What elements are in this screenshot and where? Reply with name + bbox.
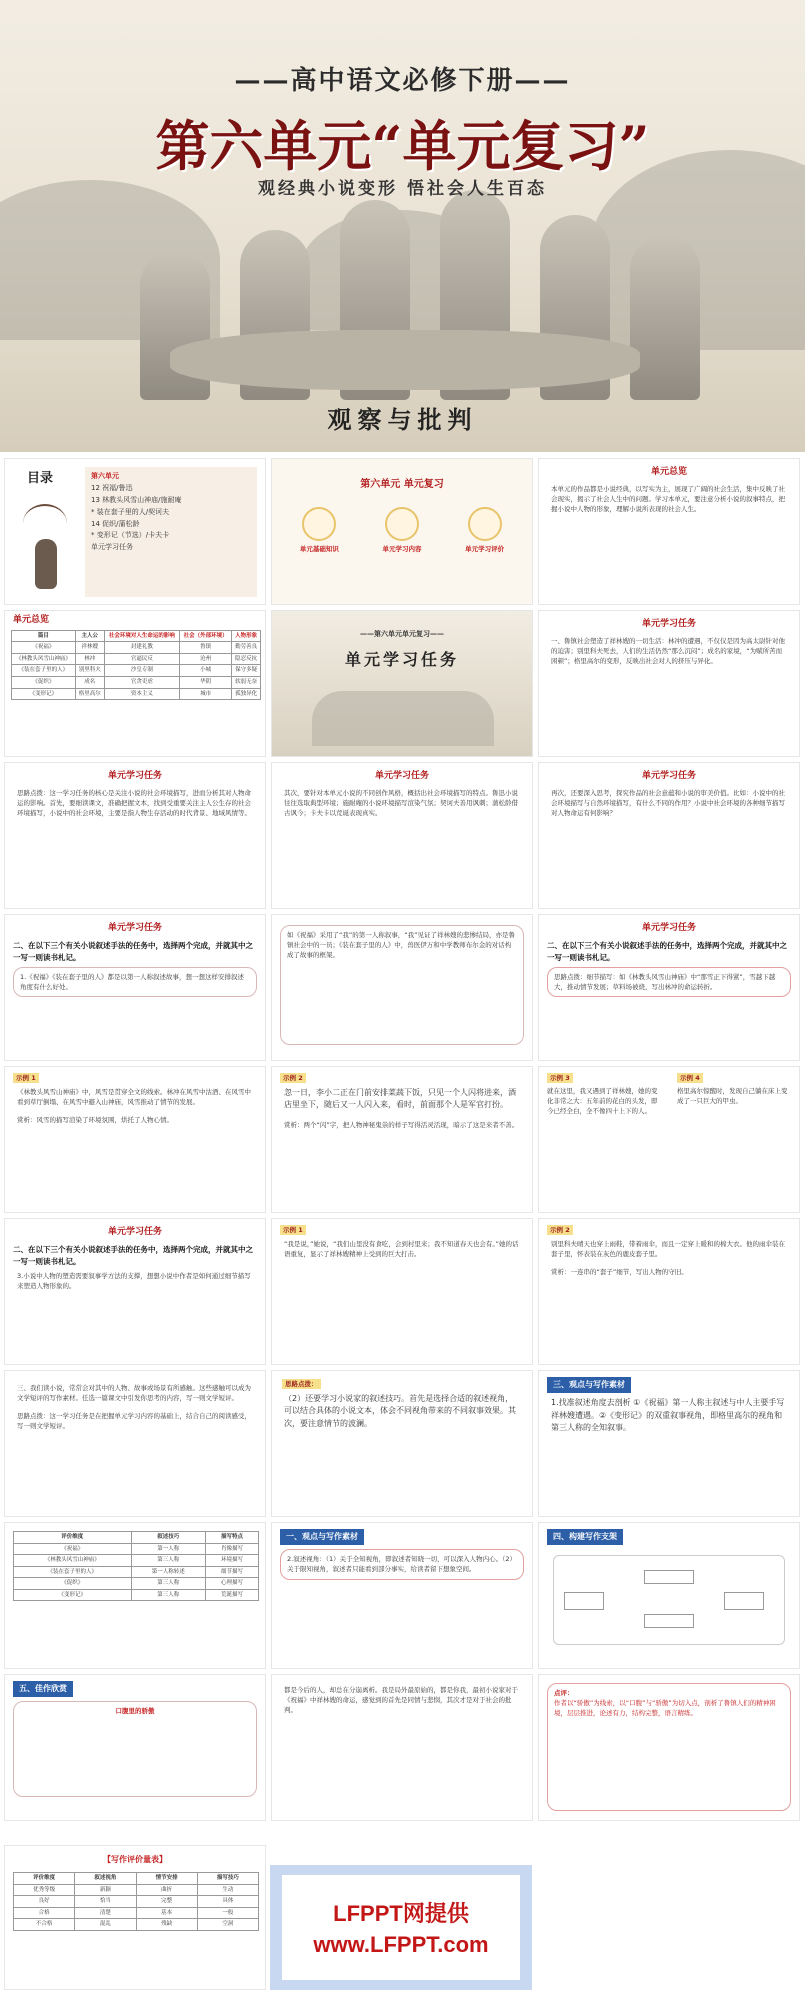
vase-icon: [35, 539, 57, 589]
rubric-table: [13, 1872, 259, 1931]
table-header: 情节安排: [136, 1873, 197, 1885]
rubric-title: 【写作评价量表】: [103, 1855, 167, 1864]
slide-example-detail-2[interactable]: [538, 1218, 800, 1365]
table-header-row: [14, 1873, 259, 1885]
table-cell: 第三人称: [131, 1589, 205, 1601]
diagram-node: [644, 1614, 694, 1628]
example-note: 赏析：一连串的“套子”细节，写出人物的守旧。: [551, 1268, 688, 1277]
table-row: [14, 1589, 259, 1601]
table-cell: 祥林嫂: [75, 642, 104, 654]
slide-rubric[interactable]: [4, 1845, 266, 1990]
scholars-illustration: [312, 691, 494, 746]
nav-button-content[interactable]: [382, 507, 421, 554]
example-tag: 示例 1: [13, 1073, 39, 1083]
table-cell: 《装在套子里的人》: [12, 665, 76, 677]
slide-body-text: 其次，要针对本单元小说的不同创作风格，概括出社会环境描写的特点。鲁迅小说往往选取典型环境；施耐庵的小说环境描写渲染气氛；契诃夫善用讽刺；蒲松龄借古讽今；卡夫卡以荒诞表现真实。: [284, 788, 518, 818]
stone-table: [170, 330, 640, 390]
task-question: 二、在以下三个有关小说叙述手法的任务中，选择两个完成，并就其中之一写一则读书札记。: [13, 940, 253, 962]
watermark-panel[interactable]: [270, 1865, 532, 1990]
scholar-figure: [630, 235, 700, 400]
diagram-node: [564, 1592, 604, 1610]
table-cell: 合格: [14, 1907, 75, 1919]
table-cell: 城市: [180, 688, 232, 700]
diagram-node: [724, 1592, 764, 1610]
slide-task-hint-3[interactable]: [538, 762, 800, 909]
slide-body-text: 思路点拨：这一学习任务的核心是关注小说的社会环境描写，进而分析其对人物命运的影响。首先，要细读课文，准确把握文本，找到受重要关注主人公生存的社会环境描写，小说中的社会环境，主要是指人物生存活动的时代背景、地域风情等。: [17, 788, 251, 818]
toc-sidebar: [5, 459, 83, 605]
slide-body-text: （2）还要学习小说家的叙述技巧。首先是选择合适的叙述视角，可以结合具体的小说文本，体会不同视角带来的不同叙事效果。其次，要注意情节的波澜。: [284, 1394, 516, 1428]
table-cell: 《促织》: [12, 677, 76, 689]
mind-map-diagram: [553, 1555, 785, 1645]
section-bar: 三、观点与写作素材: [547, 1377, 631, 1393]
example-tag: 示例 2: [547, 1225, 573, 1235]
slide-title: 单元学习任务: [344, 649, 459, 669]
table-row: [12, 677, 261, 689]
plum-branch-icon: [23, 504, 67, 542]
slide-overview[interactable]: [538, 458, 800, 605]
section-bar: 一、观点与写作素材: [280, 1529, 364, 1545]
table-header: 篇目: [12, 630, 76, 642]
slide-task-3-hint[interactable]: [271, 1370, 533, 1517]
table-row: [12, 653, 261, 665]
analysis-card: 如《祝福》采用了“我”的第一人称叙事，“我”见证了祥林嫂的悲惨结局，亦是鲁镇社会中的一员；《装在套子里的人》中，兽医伊万和中学教师布尔金的对话构成了故事的框架。: [280, 925, 524, 1045]
table-cell: 《祝福》: [14, 1543, 132, 1555]
table-cell: 软弱无奈: [232, 677, 261, 689]
example-tag: 示例 2: [280, 1073, 306, 1083]
table-cell: 曲折: [136, 1884, 197, 1896]
table-header: 叙述视角: [75, 1873, 136, 1885]
table-cell: 具体: [197, 1896, 258, 1908]
table-cell: 不合格: [14, 1919, 75, 1931]
table-cell: 混乱: [75, 1919, 136, 1931]
table-row: [14, 1884, 259, 1896]
essay-card: [13, 1701, 257, 1797]
toc-item[interactable]: * 装在套子里的人/契诃夫: [91, 507, 170, 516]
example-text: 就在这里，我又遇到了祥林嫂，她的变化非常之大：五年前的花白的头发，即今已经全白，全不像四十上下的人。: [547, 1087, 658, 1116]
table-cell: 格里高尔: [75, 688, 104, 700]
table-cell: 隐忍反抗: [232, 653, 261, 665]
slide-tag: 单元总览: [650, 467, 687, 477]
table-cell: 封建礼教: [104, 642, 180, 654]
table-cell: 新颖: [75, 1884, 136, 1896]
task-question: 二、在以下三个有关小说叙述手法的任务中，选择两个完成，并就其中之一写一则读书札记。: [547, 940, 787, 962]
circle-icon: [385, 507, 419, 541]
table-cell: 第三人称: [131, 1578, 205, 1590]
table-header-row: [14, 1532, 259, 1544]
toc-label: 目录: [27, 471, 54, 486]
slide-task-hint[interactable]: [4, 762, 266, 909]
table-header: 叙述技巧: [131, 1532, 205, 1544]
table-header: 社会环境对人生命运的影响: [104, 630, 180, 642]
table-cell: 基本: [136, 1907, 197, 1919]
table-row: [14, 1907, 259, 1919]
toc-item[interactable]: 12 祝福/鲁迅: [91, 483, 133, 492]
example-text: 别里科夫晴天也穿上雨鞋，带着雨伞，而且一定穿上暖和的棉大衣。他的雨伞装在套子里，怀表装在灰色的鹿皮套子里。: [551, 1240, 785, 1259]
cover-tagline: 观经典小说变形 悟社会人生百态: [258, 179, 547, 199]
slide-tag: 单元学习任务: [107, 771, 162, 781]
toc-list: [85, 467, 257, 597]
hint-text: 思路点拨：这一学习任务是在把握单元学习内容的基础上，结合自己的阅读感受，写一则文学短评。: [17, 1412, 251, 1431]
table-cell: 良好: [14, 1896, 75, 1908]
example-text: 忽一日，李小二正在门前安排菜蔬下饭，只见一个人闪将进来，酒店里坐下，随后又一人闪入来，看时，前面那个人是军官打扮。: [284, 1088, 516, 1110]
table-cell: 细节描写: [206, 1566, 259, 1578]
table-row: [12, 642, 261, 654]
nav-button-label: 单元学习评价: [465, 544, 505, 553]
toc-item[interactable]: 13 林教头风雪山神庙/施耐庵: [91, 495, 182, 504]
table-cell: 保守多疑: [232, 665, 261, 677]
table-cell: 《变形记》: [12, 688, 76, 700]
table-cell: 第一人称转述: [131, 1566, 205, 1578]
slide-toc[interactable]: [4, 458, 266, 605]
table-row: [14, 1566, 259, 1578]
table-cell: 林冲: [75, 653, 104, 665]
watermark-inner: [282, 1875, 520, 1980]
table-cell: 华阴: [180, 677, 232, 689]
slide-example-1[interactable]: [4, 1066, 266, 1213]
slide-tag: 单元学习任务: [107, 1227, 162, 1237]
slide-body-text: 一、鲁镇社会塑造了祥林嫂的一切生活：林冲的遭遇，不仅仅是因为高太尉针对他的迫害；别里科夫死去，人们的生活仍然“那么沉闷”；成名的家境，“为赋所苦而困顿”；格里高尔的变形，反映出社会对人的挤压与异化。: [551, 636, 785, 666]
slide-comment[interactable]: [538, 1674, 800, 1821]
overview-table: [11, 630, 261, 700]
table-cell: 心理描写: [206, 1578, 259, 1590]
table-header-row: [12, 630, 261, 642]
table-cell: 孤独异化: [232, 688, 261, 700]
slide-task-hint-2[interactable]: [271, 762, 533, 909]
circle-icon: [468, 507, 502, 541]
nav-button-basic[interactable]: [300, 507, 339, 554]
slide-body-text: 3.小说中人物的塑造需要叙事学方法的支撑，想想小说中作者是如何通过细节描写来塑造人物形象的。: [17, 1272, 251, 1291]
table-cell: 资本主义: [104, 688, 180, 700]
task-question: 二、在以下三个有关小说叙述手法的任务中，选择两个完成，并就其中之一写一则读书札记。: [13, 1244, 253, 1266]
cover-title: 第六单元“单元复习”: [155, 114, 650, 178]
slide-body-text: 都是今后的人，却总在分崩离析。我是局外最原始的，都是你我，最初小说家对于《祝福》中祥林嫂的命运，感觉到的首先是同情与悲悯，其次才是对于社会的批判。: [284, 1686, 518, 1715]
nav-button-evaluation[interactable]: [465, 507, 504, 554]
table-cell: 残缺: [136, 1919, 197, 1931]
table-cell: 荒诞描写: [206, 1589, 259, 1601]
table-cell: 肖像描写: [206, 1543, 259, 1555]
example-text: 《林教头风雪山神庙》中，风雪是贯穿全文的线索。林冲在风雪中沽酒、在风雪中看到草厅倒塌、在风雪中避入山神庙，风雪推动了情节的发展。: [17, 1088, 251, 1107]
evaluation-table: [13, 1531, 259, 1601]
slide-task-2-analysis[interactable]: [271, 914, 533, 1061]
slide-evaluation-table[interactable]: [4, 1522, 266, 1669]
toc-item[interactable]: 14 促织/蒲松龄: [91, 519, 140, 528]
material-card: 2.叙述视角：（1）关于全知视角，即叙述者知晓一切，可以深入人物内心。（2）关于限知视角，叙述者只能看到部分事实，给读者留下想象空间。: [280, 1549, 524, 1579]
slide-tag: 单元学习任务: [641, 923, 696, 933]
comment-card: [547, 1683, 791, 1811]
table-cell: 《林教头风雪山神庙》: [14, 1555, 132, 1567]
toc-item[interactable]: 单元学习任务: [91, 543, 133, 552]
slide-writing-material-2[interactable]: [271, 1522, 533, 1669]
slide-tag: 单元学习任务: [374, 771, 429, 781]
comment-tag: 点评：: [554, 1689, 574, 1697]
cover-bottom-title: 观察与批判: [327, 406, 478, 434]
cover-subtitle: ——高中语文必修下册——: [234, 66, 571, 96]
comment-text: 作者以“骄傲”为线索，以“口腹”与“骄傲”为切入点，剖析了鲁镇人们的精神困境，层层推进，论述有力，结构完整，语言精练。: [554, 1699, 776, 1718]
slide-task-2-part3[interactable]: [4, 1218, 266, 1365]
table-header: 人物形象: [232, 630, 261, 642]
cover-slide[interactable]: [0, 0, 805, 452]
table-header: 评价维度: [14, 1532, 132, 1544]
table-row: [14, 1896, 259, 1908]
slide-overview-table[interactable]: [4, 610, 266, 757]
table-cell: 《祝福》: [12, 642, 76, 654]
table-cell: 一般: [197, 1907, 258, 1919]
example-tag: 示例 1: [280, 1225, 306, 1235]
table-cell: 小城: [180, 665, 232, 677]
table-cell: 别里科夫: [75, 665, 104, 677]
table-row: [14, 1919, 259, 1931]
slide-subtitle: ——第六单元单元复习——: [360, 630, 444, 638]
slide-title: 第六单元 单元复习: [360, 479, 444, 490]
example-tag: 示例 4: [677, 1073, 703, 1083]
table-row: [14, 1543, 259, 1555]
example-note: 赏析：风雪的描写渲染了环境氛围，烘托了人物心情。: [17, 1116, 173, 1125]
table-row: [14, 1578, 259, 1590]
table-cell: 沙皇专制: [104, 665, 180, 677]
slide-review-menu[interactable]: [271, 458, 533, 605]
nav-button-label: 单元学习内容: [382, 544, 422, 553]
slide-tag: 单元学习任务: [107, 923, 162, 933]
table-cell: 沧州: [180, 653, 232, 665]
table-cell: 官逼民反: [104, 653, 180, 665]
example-text: 格里高尔惊醒时，发现自己躺在床上变成了一只巨大的甲虫。: [677, 1087, 788, 1106]
slide-example-2[interactable]: [271, 1066, 533, 1213]
table-row: [12, 665, 261, 677]
table-cell: 优秀等级: [14, 1884, 75, 1896]
table-cell: 勤劳善良: [232, 642, 261, 654]
slide-model-essay-body[interactable]: [271, 1674, 533, 1821]
slide-body-text: 三、我们读小说，常常会对其中的人物、故事或场景有所感触。这些感触可以成为文学短评的写作素材。任选一篇课文中引发你思考的内容，写一则文学短评。: [17, 1384, 251, 1403]
example-tag: 示例 3: [547, 1073, 573, 1083]
diagram-node: [644, 1570, 694, 1584]
table-cell: 第三人称: [131, 1555, 205, 1567]
hint-card: 思路点拨：细节描写：如《林教头风雪山神庙》中“那雪正下得紧”，雪越下越大，推动情节发展；草料场被烧，写出林冲的命运转折。: [547, 967, 791, 997]
slide-writing-scaffold[interactable]: [538, 1522, 800, 1669]
watermark-line-1: LFPPT网提供: [333, 1901, 469, 1926]
slide-tag: 单元学习任务: [641, 771, 696, 781]
slide-body-text: 再次，还要深入思考，探究作品的社会意蕴和小说的审美价值。比如：小说中的社会环境描写与自然环境描写，有什么不同的作用？小说中社会环境的各种细节描写对人物命运有何影响？: [551, 788, 785, 818]
table-cell: 完整: [136, 1896, 197, 1908]
table-row: [14, 1555, 259, 1567]
slide-tag: 单元学习任务: [641, 619, 696, 629]
circle-icon: [302, 507, 336, 541]
slide-task-3[interactable]: [4, 1370, 266, 1517]
table-cell: 官贪吏虐: [104, 677, 180, 689]
slide-task-1[interactable]: [538, 610, 800, 757]
table-cell: 环境描写: [206, 1555, 259, 1567]
table-cell: 清楚: [75, 1907, 136, 1919]
slide-model-essay[interactable]: [4, 1674, 266, 1821]
slide-example-3-4[interactable]: [538, 1066, 800, 1213]
table-header: 主人公: [75, 630, 104, 642]
section-bar: 五、佳作欣赏: [13, 1681, 73, 1697]
table-cell: 第一人称: [131, 1543, 205, 1555]
slide-task-2[interactable]: [4, 914, 266, 1061]
table-header: 描写技巧: [197, 1873, 258, 1885]
essay-title: 口腹里的骄傲: [115, 1707, 155, 1716]
table-cell: 恰当: [75, 1896, 136, 1908]
slide-tag: 单元总览: [13, 615, 50, 625]
slide-task-cover[interactable]: [271, 610, 533, 757]
table-cell: 《林教头风雪山神庙》: [12, 653, 76, 665]
table-cell: 成名: [75, 677, 104, 689]
example-text: “我是说，”她说，“我们山里没有食吃，会到村里来；我不知道春天也会有。”她的话语重复，显示了祥林嫂精神上受到的巨大打击。: [284, 1240, 519, 1259]
slide-example-detail-1[interactable]: [271, 1218, 533, 1365]
example-note: 赏析：两个“闪”字，把人物神秘鬼祟的样子写得活灵活现，暗示了这是来者不善。: [284, 1120, 519, 1129]
nav-button-label: 单元基础知识: [299, 544, 339, 553]
toc-unit: 第六单元: [91, 472, 119, 480]
table-cell: 《装在套子里的人》: [14, 1566, 132, 1578]
toc-item[interactable]: * 变形记（节选）/卡夫卡: [91, 531, 170, 540]
section-bar: 四、构建写作支架: [547, 1529, 623, 1545]
task-card: 1.《祝福》《装在套子里的人》都是以第一人称叙述故事，想一想这样安排叙述角度有什么好处。: [13, 967, 257, 997]
table-header: 评价维度: [14, 1873, 75, 1885]
slide-writing-material[interactable]: [538, 1370, 800, 1517]
table-cell: 鲁镇: [180, 642, 232, 654]
watermark-line-2[interactable]: www.LFPPT.com: [313, 1932, 489, 1957]
slide-task-2-detail[interactable]: [538, 914, 800, 1061]
slide-body-text: 1.找准叙述角度去剖析 ①《祝福》第一人称主叙述与中人主要手写祥林嫂遭遇。②《变形记》的双重叙事视角，即格里高尔的视角和第三人称的全知叙事。: [551, 1398, 785, 1433]
slide-body-text: 本单元的作品都是小说经典，以写实为主，展现了广阔的社会生活，集中反映了社会现实，揭示了社会人生中的问题。学习本单元，要注意分析小说的叙事特点，把握小说中人物的形象，理解小说所表现的社会人生。: [551, 484, 785, 514]
table-cell: 生动: [197, 1884, 258, 1896]
table-cell: 《促织》: [14, 1578, 132, 1590]
table-row: [12, 688, 261, 700]
table-header: 描写特点: [206, 1532, 259, 1544]
table-cell: 空洞: [197, 1919, 258, 1931]
hint-tag: 思路点拨：: [282, 1379, 321, 1389]
table-header: 社会（外部环境）: [180, 630, 232, 642]
table-cell: 《变形记》: [14, 1589, 132, 1601]
